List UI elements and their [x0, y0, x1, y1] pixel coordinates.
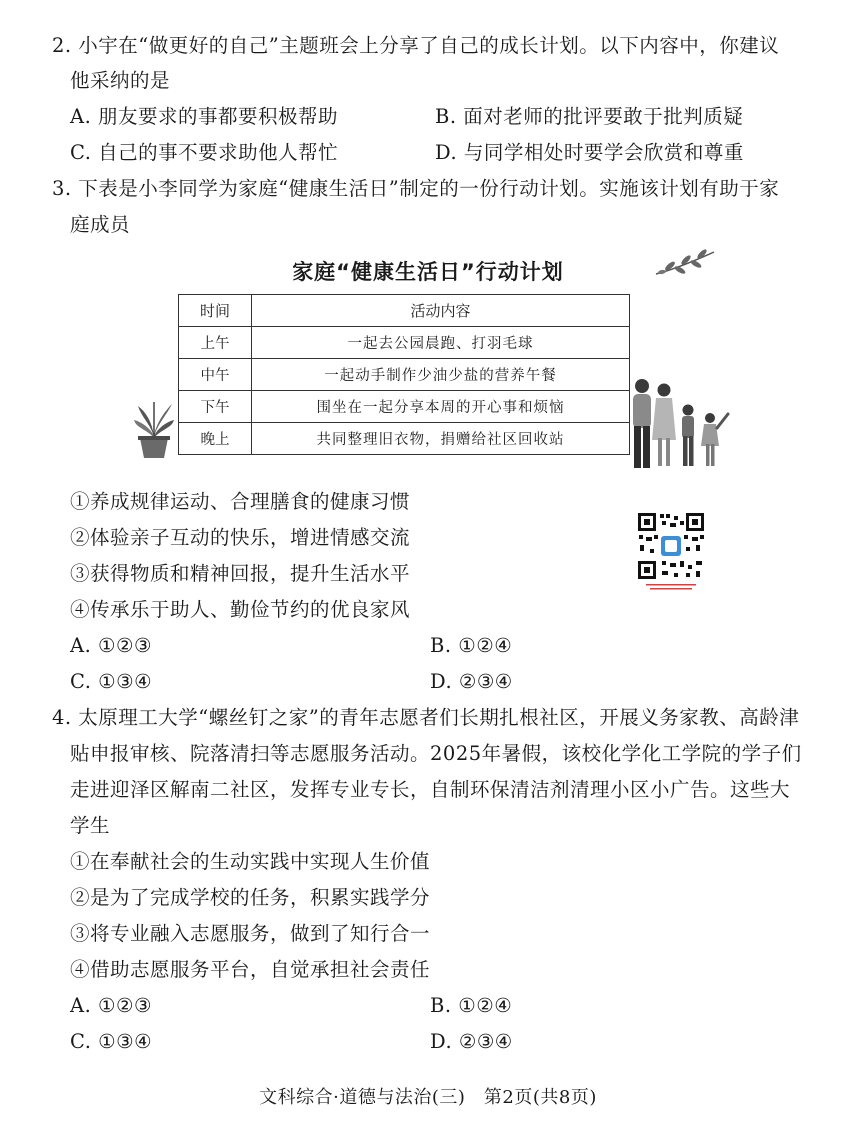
table-cell-time: 中午 [179, 359, 252, 391]
table-row [179, 327, 630, 359]
q4-option-b: B. ①②④ [430, 994, 513, 1017]
q3-item-3: ③获得物质和精神回报，提升生活水平 [70, 562, 411, 585]
table-cell-time: 上午 [179, 327, 252, 359]
q3-item-1: ①养成规律运动、合理膳食的健康习惯 [70, 490, 411, 513]
q2-stem-line2: 他采纳的是 [70, 69, 171, 92]
q4-item-2: ②是为了完成学校的任务，积累实践学分 [70, 886, 431, 909]
table-row [179, 359, 630, 391]
table-cell-activity: 围坐在一起分享本周的开心事和烦恼 [252, 391, 630, 423]
qr-code-icon [636, 511, 706, 593]
q3-item-4: ④传承乐于助人、勤俭节约的优良家风 [70, 598, 411, 621]
q4-stem-line4: 学生 [70, 814, 111, 837]
q4-option-a: A. ①②③ [70, 994, 152, 1017]
q3-option-c: C. ①③④ [70, 670, 153, 693]
q3-stem-line1: 3. 下表是小李同学为家庭“健康生活日”制定的一份行动计划。实施该计划有助于家 [52, 177, 780, 200]
table-row [179, 423, 630, 455]
q3-option-a: A. ①②③ [70, 634, 152, 657]
q4-stem-line1: 4. 太原理工大学“螺丝钉之家”的青年志愿者们长期扎根社区，开展义务家教、高龄津 [52, 706, 800, 729]
q4-stem-line3: 走进迎泽区解南二社区，发挥专业专长，自制环保清洁剂清理小区小广告。这些大 [70, 778, 791, 801]
plan-table-title: 家庭“健康生活日”行动计划 [292, 260, 564, 284]
q3-option-b: B. ①②④ [430, 634, 513, 657]
potted-plant-icon [132, 398, 176, 460]
q2-option-b: B. 面对老师的批评要敢于批判质疑 [435, 105, 744, 128]
page-footer: 文科综合·道德与法治(三) 第2页(共8页) [259, 1087, 597, 1108]
table-header-row [179, 295, 630, 327]
plan-table [178, 294, 630, 455]
table-row [179, 391, 630, 423]
table-cell-activity: 一起去公园晨跑、打羽毛球 [252, 327, 630, 359]
leaf-branch-icon [652, 248, 718, 282]
q2-stem-line1: 2. 小宇在“做更好的自己”主题班会上分享了自己的成长计划。以下内容中，你建议 [52, 34, 780, 57]
table-cell-time: 晚上 [179, 423, 252, 455]
q4-item-1: ①在奉献社会的生动实践中实现人生价值 [70, 850, 431, 873]
q4-stem-line2: 贴申报审核、院落清扫等志愿服务活动。2025年暑假，该校化学化工学院的学子们 [70, 742, 802, 765]
q3-stem-line2: 庭成员 [70, 213, 131, 236]
q2-option-d: D. 与同学相处时要学会欣赏和尊重 [435, 141, 744, 164]
table-header-activity: 活动内容 [252, 295, 630, 327]
q4-option-d: D. ②③④ [430, 1030, 513, 1053]
q2-option-c: C. 自己的事不要求助他人帮忙 [70, 141, 339, 164]
table-cell-activity: 一起动手制作少油少盐的营养午餐 [252, 359, 630, 391]
q4-item-3: ③将专业融入志愿服务，做到了知行合一 [70, 922, 431, 945]
table-header-time: 时间 [179, 295, 252, 327]
q3-option-d: D. ②③④ [430, 670, 513, 693]
table-cell-activity: 共同整理旧衣物，捐赠给社区回收站 [252, 423, 630, 455]
q4-item-4: ④借助志愿服务平台，自觉承担社会责任 [70, 958, 431, 981]
q3-item-2: ②体验亲子互动的快乐，增进情感交流 [70, 526, 411, 549]
q4-option-c: C. ①③④ [70, 1030, 153, 1053]
q2-option-a: A. 朋友要求的事都要积极帮助 [70, 105, 338, 128]
family-illustration [622, 376, 734, 472]
table-cell-time: 下午 [179, 391, 252, 423]
